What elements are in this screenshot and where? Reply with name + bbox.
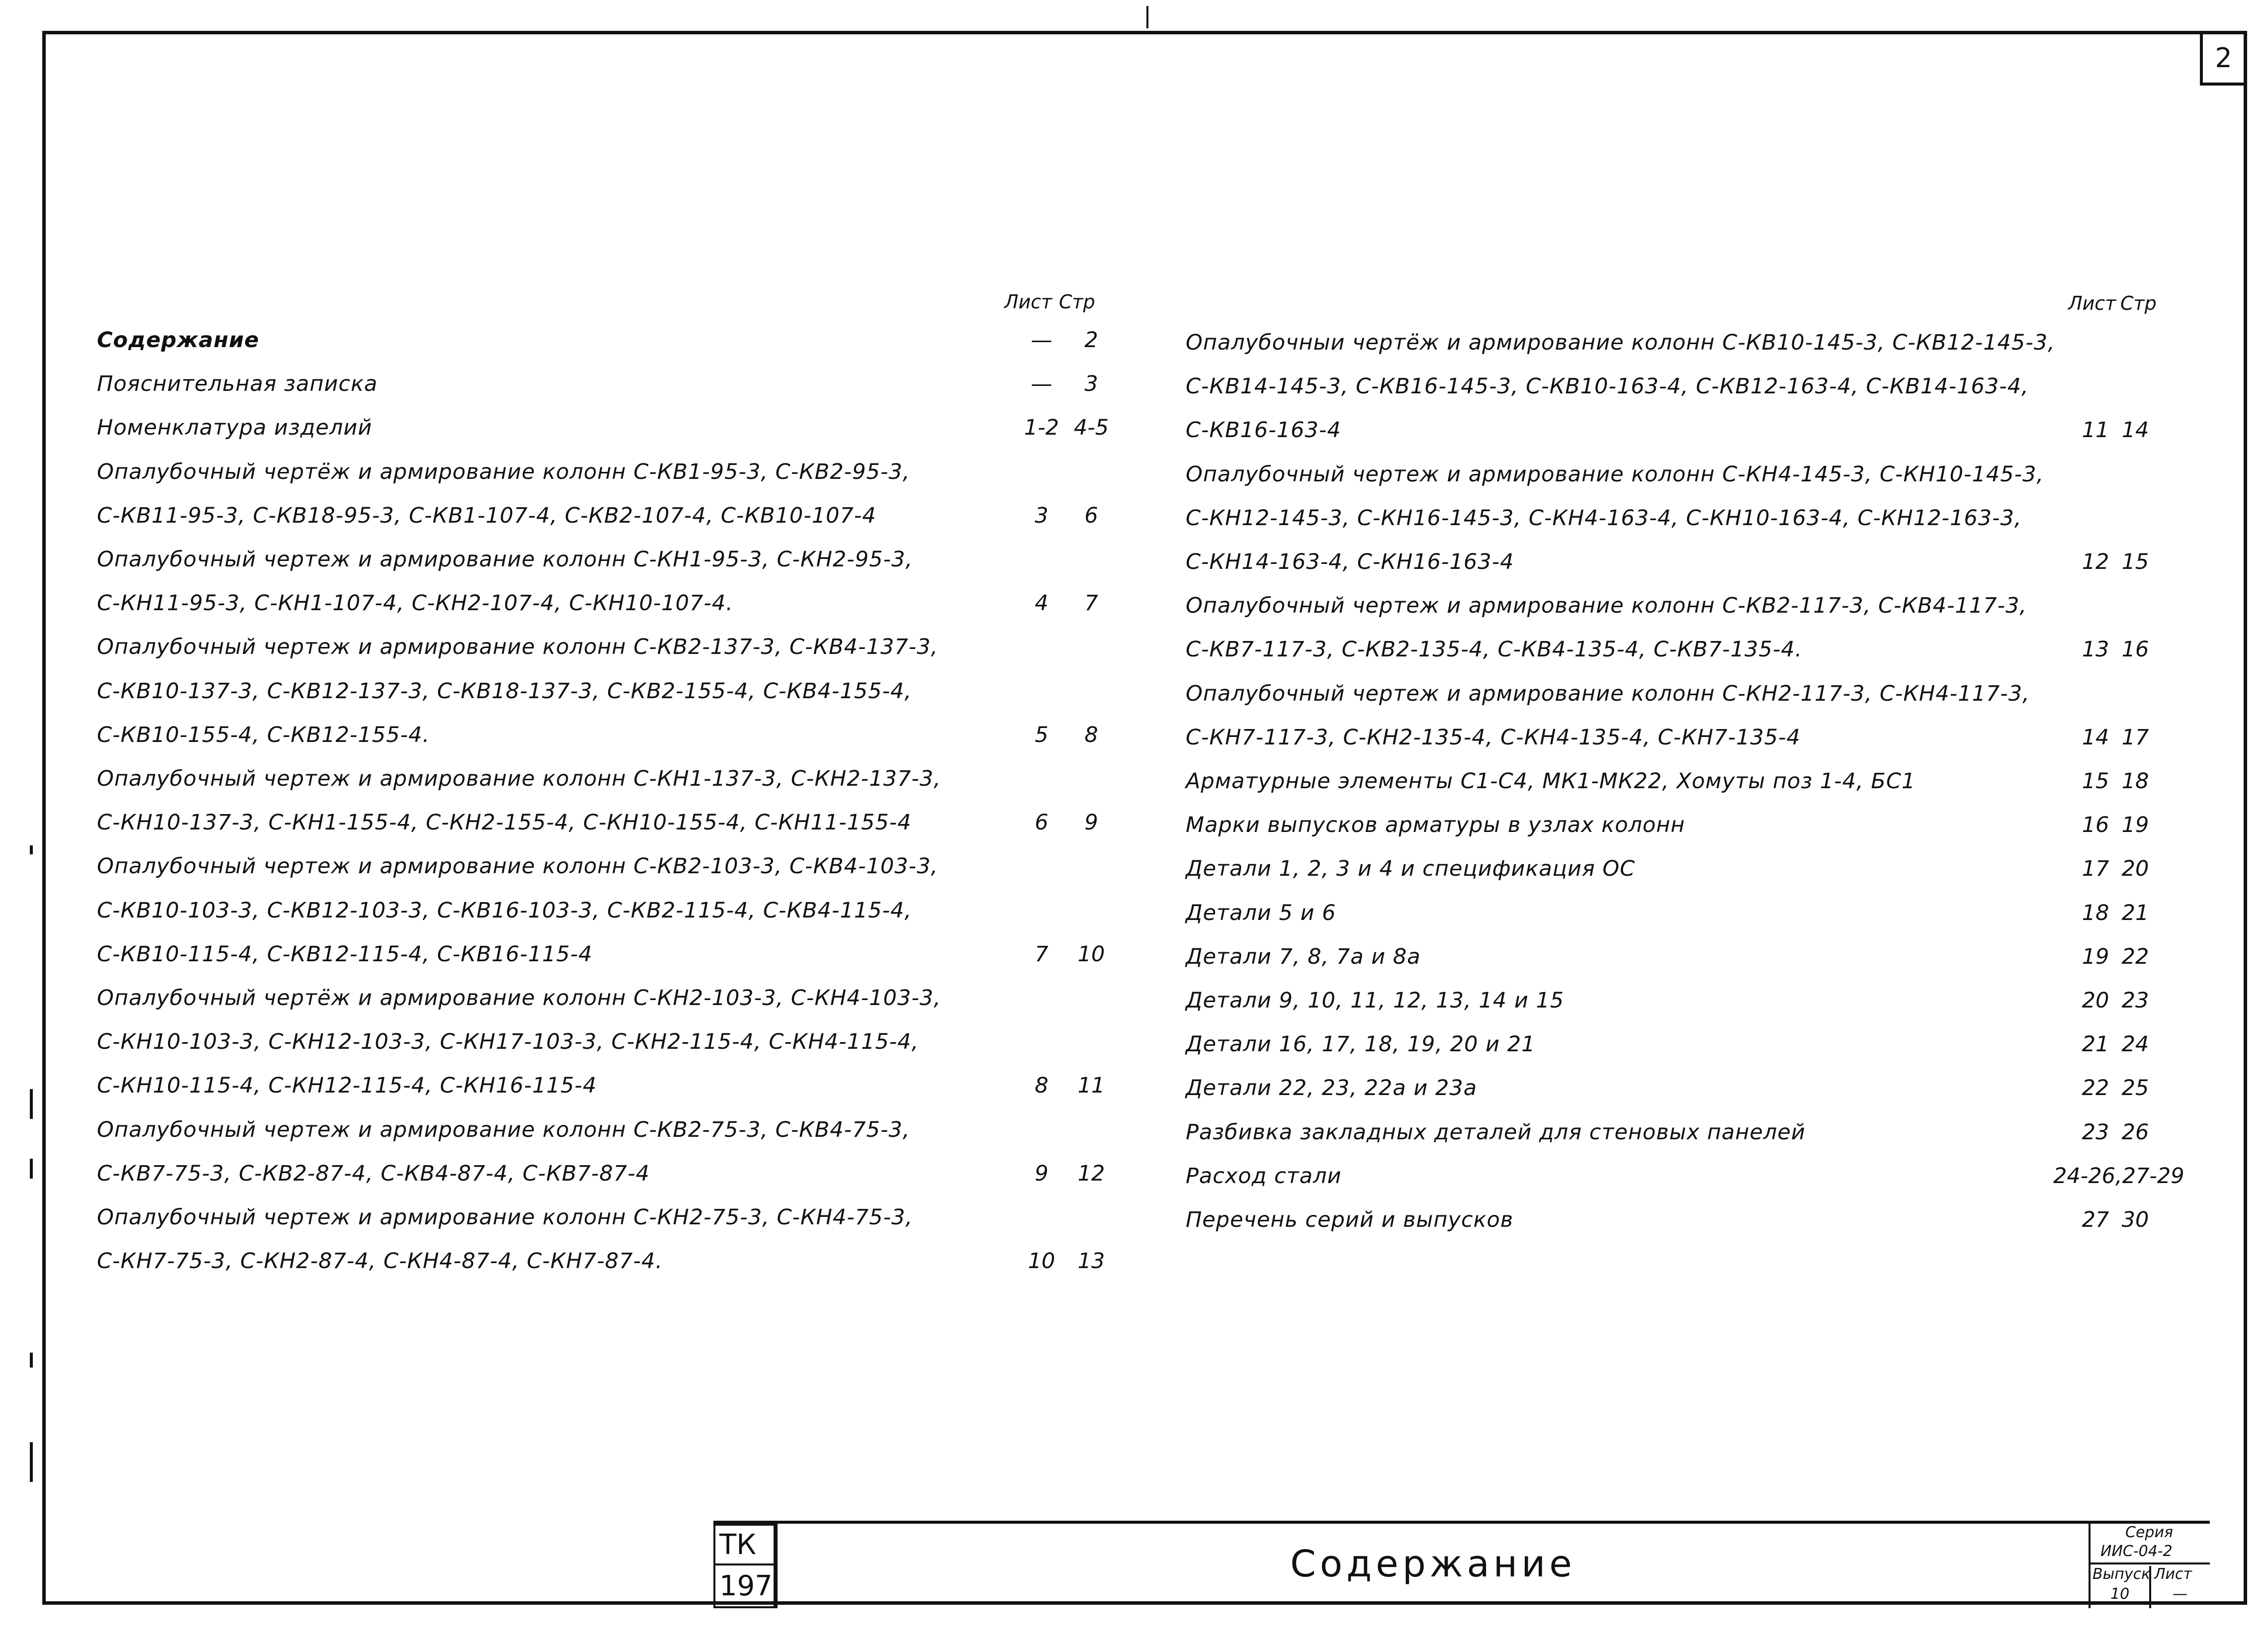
contents-row-title: Опалубочный чертеж и армирование колонн С-КН1-95-3, С-КН2-95-3,: [97, 547, 913, 572]
contents-row-page: 17: [2121, 725, 2149, 750]
contents-row: [97, 844, 1119, 888]
contents-row-title: Опалубочный чертёж и армирование колонн С-КН2-103-3, С-КН4-103-3,: [97, 986, 941, 1010]
contents-row-title: С-КН10-115-4, С-КН12-115-4, С-КН16-115-4: [97, 1073, 597, 1099]
contents-row: [1186, 321, 2163, 365]
contents-row-title: Перечень серий и выпусков: [1186, 1207, 1514, 1232]
contents-row-sheet: 22: [2082, 1076, 2109, 1101]
stamp-code: ТК: [713, 1524, 776, 1565]
contents-row-sheet: —: [1031, 328, 1052, 353]
contents-row-title: С-КВ7-75-3, С-КВ2-87-4, С-КВ4-87-4, С-КВ7-87-4: [97, 1161, 650, 1186]
contents-row-sheet: 10: [1028, 1249, 1055, 1274]
stamp-code-number: 197: [713, 1563, 776, 1608]
contents-row-title: Опалубочный чертеж и армирование колонн С-КН1-137-3, С-КН2-137-3,: [97, 766, 941, 791]
contents-row-title: С-КН7-117-3, С-КН2-135-4, С-КН4-135-4, С-КН7-135-4: [1186, 725, 1801, 750]
contents-row: [97, 713, 1119, 757]
contents-row-page: 7: [1084, 591, 1098, 616]
contents-row: [97, 1064, 1119, 1107]
contents-row-title: Пояснительная записка: [97, 371, 378, 397]
contents-row-page: 8: [1084, 722, 1098, 747]
contents-row: [1186, 1110, 2163, 1154]
contents-row: [1186, 803, 2163, 847]
contents-row: [97, 318, 1119, 362]
contents-row-title: Детали 1, 2, 3 и 4 и спецификация ОС: [1186, 856, 1636, 882]
contents-row-title: Содержание: [97, 328, 260, 353]
contents-row-title: Опалубочный чертеж и армирование колонн С-КВ2-137-3, С-КВ4-137-3,: [97, 635, 939, 660]
contents-row: [1186, 540, 2163, 584]
contents-row-sheet: 9: [1035, 1161, 1048, 1186]
contents-row-title: Опалубочный чертеж и армирование колонн С-КН2-117-3, С-КН4-117-3,: [1186, 681, 2030, 706]
contents-row: [1186, 716, 2163, 759]
contents-row: [1186, 628, 2163, 671]
contents-row-title: С-КВ16-163-4: [1186, 418, 1341, 443]
contents-row-sheet: 20: [2082, 988, 2109, 1013]
contents-row: [1186, 847, 2163, 891]
scan-mark: [30, 1353, 33, 1368]
contents-row-page: 21: [2121, 900, 2149, 925]
contents-row-title: Детали 9, 10, 11, 12, 13, 14 и 15: [1186, 988, 1565, 1013]
sheet-value: —: [2173, 1585, 2187, 1603]
contents-row: [97, 1195, 1119, 1239]
contents-row-page: 19: [2121, 813, 2149, 838]
contents-row-page: 12: [1077, 1161, 1105, 1186]
contents-row: [1186, 453, 2163, 496]
contents-row: [97, 757, 1119, 801]
stamp-meta: [2091, 1524, 2210, 1608]
scan-mark: [30, 1159, 33, 1179]
contents-row-title: Разбивка закладных деталей для стеновых панелей: [1186, 1119, 1806, 1145]
contents-row: [97, 801, 1119, 844]
scan-mark: [30, 845, 33, 854]
contents-row: [97, 1239, 1119, 1283]
contents-row: [1186, 891, 2163, 935]
contents-row-title: Марки выпусков арматуры в узлах колонн: [1186, 813, 1685, 838]
contents-row-title: С-КВ10-115-4, С-КВ12-115-4, С-КВ16-115-4: [97, 941, 593, 967]
contents-row: [97, 1020, 1119, 1064]
contents-row-page: 23: [2121, 988, 2149, 1013]
contents-row-title: Опалубочный чертеж и армирование колонн С-КВ2-103-3, С-КВ4-103-3,: [97, 854, 939, 879]
contents-row-sheet: 21: [2082, 1032, 2109, 1057]
contents-row-title: Опалубочный чертеж и армирование колонн С-КВ2-75-3, С-КВ4-75-3,: [97, 1117, 910, 1142]
right-head-page: Стр: [2120, 292, 2157, 314]
contents-row-title: С-КН11-95-3, С-КН1-107-4, С-КН2-107-4, С-КН10-107-4.: [97, 591, 733, 616]
scan-mark: [1146, 6, 1148, 28]
series-value: ИИС-04-2: [2100, 1543, 2173, 1560]
contents-row-sheet: 4: [1035, 591, 1048, 616]
contents-row-sheet: 3: [1035, 503, 1048, 528]
contents-row-title: Расход стали: [1186, 1163, 1342, 1189]
contents-row: [97, 494, 1119, 538]
contents-row-title: Номенклатура изделий: [97, 415, 372, 441]
contents-row-title: Детали 16, 17, 18, 19, 20 и 21: [1186, 1032, 1536, 1057]
contents-row: [97, 976, 1119, 1020]
contents-row-title: С-КВ7-117-3, С-КВ2-135-4, С-КВ4-135-4, С-КВ7-135-4.: [1186, 637, 1803, 662]
contents-row: [97, 625, 1119, 669]
contents-row-page: 6: [1084, 503, 1098, 528]
contents-row-sheet: 12: [2082, 550, 2109, 574]
contents-row-page: 22: [2121, 944, 2149, 969]
contents-row: [97, 889, 1119, 932]
contents-row-title: С-КВ10-155-4, С-КВ12-155-4.: [97, 722, 430, 747]
contents-row-title: Детали 7, 8, 7а и 8а: [1186, 944, 1421, 969]
contents-row-page: 18: [2121, 769, 2149, 794]
contents-row-title: С-КВ11-95-3, С-КВ18-95-3, С-КВ1-107-4, С-КВ2-107-4, С-КВ10-107-4: [97, 503, 876, 528]
contents-row-page: 26: [2121, 1119, 2149, 1145]
contents-row: [97, 1152, 1119, 1195]
contents-row-title: Опалубочный чертеж и армирование колонн С-КН4-145-3, С-КН10-145-3,: [1186, 461, 2044, 487]
contents-row-sheet: 19: [2082, 944, 2109, 969]
contents-row-page: 16: [2121, 637, 2149, 662]
contents-row: [97, 669, 1119, 713]
contents-row-sheet: 7: [1035, 941, 1048, 967]
contents-row-page: 20: [2121, 856, 2149, 882]
scan-mark: [30, 1442, 33, 1482]
contents-row-title: С-КН12-145-3, С-КН16-145-3, С-КН4-163-4, С-КН10-163-4, С-КН12-163-3,: [1186, 505, 2022, 531]
contents-row-sheet: 6: [1035, 810, 1048, 835]
left-head-page: Стр: [1059, 291, 1095, 313]
contents-row-sheet: 18: [2082, 900, 2109, 925]
contents-row-sheet: 5: [1035, 722, 1048, 747]
contents-row: [1186, 1198, 2163, 1242]
contents-row: [1186, 1066, 2163, 1110]
contents-row: [97, 538, 1119, 581]
contents-row: [1186, 935, 2163, 979]
contents-row-page: 11: [1077, 1073, 1105, 1099]
contents-row: [1186, 1022, 2163, 1066]
contents-row-sheet: 8: [1035, 1073, 1048, 1099]
contents-row-sheet: 23: [2082, 1119, 2109, 1145]
contents-row-title: С-КН10-103-3, С-КН12-103-3, С-КН17-103-3, С-КН2-115-4, С-КН4-115-4,: [97, 1029, 919, 1055]
contents-row-title: Опалубочный чертёж и армирование колонн С-КВ1-95-3, С-КВ2-95-3,: [97, 459, 910, 484]
contents-row-page: 10: [1077, 941, 1105, 967]
contents-row-page: 15: [2121, 550, 2149, 574]
right-head-sheet: Лист: [2068, 292, 2116, 314]
scan-mark: [30, 1089, 33, 1119]
contents-row-sheet: 16: [2082, 813, 2109, 838]
contents-row-title: Опалубочный чертеж и армирование колонн С-КН2-75-3, С-КН4-75-3,: [97, 1205, 913, 1230]
sheet-label: Лист: [2154, 1565, 2192, 1583]
contents-row: [1186, 408, 2163, 452]
contents-row-sheet: —: [1031, 371, 1052, 397]
contents-row-sheet: 11: [2082, 418, 2109, 443]
contents-row-title: С-КН7-75-3, С-КН2-87-4, С-КН4-87-4, С-КН7-87-4.: [97, 1249, 663, 1274]
contents-row-page: 3: [1084, 371, 1098, 397]
issue-value: 10: [2110, 1585, 2130, 1603]
contents-row-title: С-КВ10-103-3, С-КВ12-103-3, С-КВ16-103-3, С-КВ2-115-4, С-КВ4-115-4,: [97, 898, 912, 923]
contents-row-title: Арматурные элементы С1-С4, МК1-МК22, Хомуты поз 1-4, БС1: [1186, 769, 1916, 794]
contents-row: [97, 362, 1119, 406]
contents-row-sheet: 13: [2082, 637, 2109, 662]
contents-row-page: 24: [2121, 1032, 2149, 1057]
left-head-sheet: Лист: [1004, 291, 1052, 313]
title-block: [713, 1521, 2210, 1605]
issue-label: Выпуск: [2093, 1565, 2151, 1583]
contents-row-title: Детали 5 и 6: [1186, 900, 1336, 925]
contents-row-sheet: 15: [2082, 769, 2109, 794]
contents-row-sheet: 27: [2082, 1207, 2109, 1232]
contents-row-page: 13: [1077, 1249, 1105, 1274]
contents-row: [97, 450, 1119, 494]
contents-row-page: 30: [2121, 1207, 2149, 1232]
contents-row: [97, 581, 1119, 625]
contents-row-page: 9: [1084, 810, 1098, 835]
contents-row-page: 14: [2121, 418, 2149, 443]
contents-row: [1186, 672, 2163, 716]
series-label: Серия: [2125, 1524, 2173, 1541]
contents-row-sheet: 24-26,27-29: [2053, 1163, 2184, 1189]
contents-row-sheet: 1-2: [1024, 415, 1059, 441]
contents-row-title: С-КН14-163-4, С-КН16-163-4: [1186, 550, 1514, 574]
contents-row: [1186, 979, 2163, 1022]
stamp-title: Содержание: [776, 1524, 2091, 1608]
contents-row: [1186, 365, 2163, 408]
contents-row-page: 4-5: [1073, 415, 1109, 441]
contents-row: [1186, 584, 2163, 628]
contents-row-title: Опалубочныи чертёж и армирование колонн С-КВ10-145-3, С-КВ12-145-3,: [1186, 330, 2055, 355]
sheet-number: 2: [2200, 31, 2247, 86]
contents-row-title: Детали 22, 23, 22а и 23а: [1186, 1076, 1478, 1101]
contents-row-title: С-КВ10-137-3, С-КВ12-137-3, С-КВ18-137-3, С-КВ2-155-4, С-КВ4-155-4,: [97, 678, 912, 704]
contents-row-title: С-КВ14-145-3, С-КВ16-145-3, С-КВ10-163-4, С-КВ12-163-4, С-КВ14-163-4,: [1186, 374, 2029, 399]
contents-row: [1186, 496, 2163, 540]
contents-row: [1186, 1154, 2184, 1198]
contents-row-title: С-КН10-137-3, С-КН1-155-4, С-КН2-155-4, С-КН10-155-4, С-КН11-155-4: [97, 810, 912, 835]
contents-row: [97, 1108, 1119, 1152]
contents-row: [1186, 759, 2163, 803]
contents-row: [97, 932, 1119, 976]
contents-row-page: 2: [1084, 328, 1098, 353]
contents-row-sheet: 17: [2082, 856, 2109, 882]
contents-row-page: 25: [2121, 1076, 2149, 1101]
contents-row-sheet: 14: [2082, 725, 2109, 750]
contents-row-title: Опалубочный чертеж и армирование колонн С-КВ2-117-3, С-КВ4-117-3,: [1186, 593, 2027, 619]
contents-row: [97, 406, 1119, 450]
